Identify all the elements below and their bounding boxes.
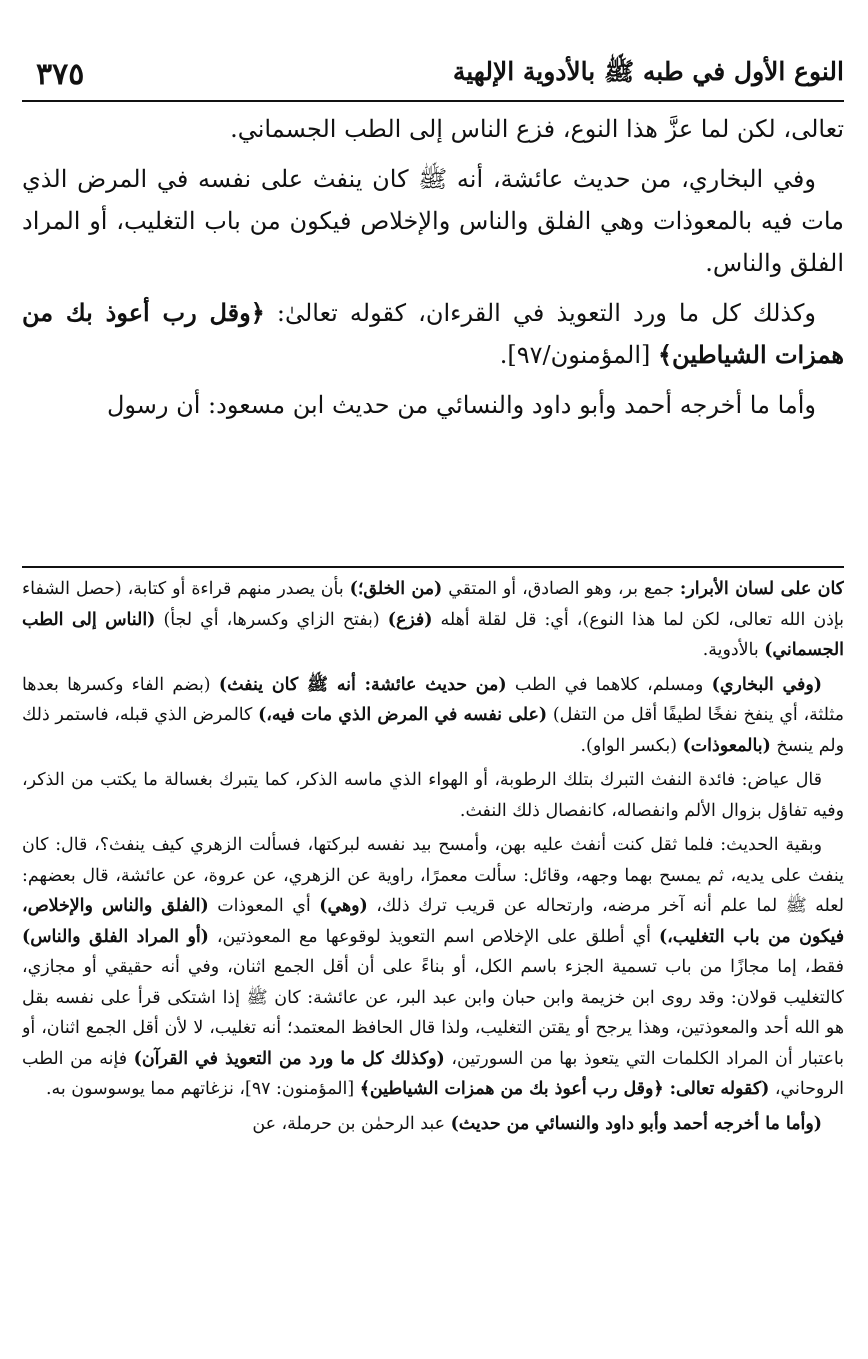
main-paragraph-3 (22, 292, 844, 376)
lemma: كان على لسان الأبرار: (679, 579, 844, 599)
footnote-divider (22, 566, 844, 568)
main-paragraph-1: تعالى، لكن لما عزَّ هذا النوع، فزع الناس إلى الطب الجسماني. (230, 115, 844, 143)
running-header (22, 48, 844, 102)
lemma: (وأما ما أخرجه أحمد وأبو داود والنسائي من حديث) (450, 1113, 822, 1134)
page-number: ٣٧٥ (36, 56, 85, 92)
lemma: (وهي) (319, 896, 368, 916)
gloss: (بكسر الواو). (580, 735, 683, 756)
main-paragraph-2: وفي البخاري، من حديث عائشة، أنه ﷺ كان ينفث على نفسه في المرض الذي مات فيه بالمعوذات وهي الفلق والناس والإخلاص فيكون من باب التغليب، أو المراد الفلق والناس. (22, 165, 844, 277)
lemma: (وفي البخاري) (711, 674, 822, 695)
verse-reference: [المؤمنون/٩٧]. (499, 341, 658, 369)
lemma: (على نفسه في المرض الذي مات فيه،) (258, 705, 548, 725)
gloss: فإنه من الطب الروحاني، (22, 1048, 844, 1099)
gloss: جمع بر، وهو الصادق، أو المتقي (442, 579, 680, 599)
commentary-paragraph-1 (22, 574, 844, 666)
quran-verse: ﴿وقل رب أعوذ بك من همزات الشياطين﴾ (22, 298, 844, 369)
running-title: النوع الأول في طبه ﷺ بالأدوية الإلهية (452, 56, 844, 86)
gloss: عبد الرحمٰن بن حرملة، عن (252, 1113, 451, 1134)
gloss: أي أطلق على الإخلاص اسم التعويذ لوقوعها مع المعوذتين، (208, 926, 659, 947)
gloss: [المؤمنون: ٩٧]، نزغاتهم مما يوسوسون به. (45, 1079, 360, 1099)
gloss: (بفتح الزاي وكسرها، أي لجأ) (155, 609, 388, 630)
gloss: (بضم الفاء وكسرها بعدها مثلثة، أي ينفخ نفخًا لطيفًا أقل من التفل) (22, 674, 844, 725)
commentary-paragraph-4 (22, 830, 844, 1105)
lemma: (من حديث عائشة: أنه ﷺ كان ينفث) (218, 674, 507, 695)
main-paragraph-4: وأما ما أخرجه أحمد وأبو داود والنسائي من حديث ابن مسعود: أن رسول (106, 391, 816, 419)
lemma: (الناس إلى الطب الجسماني) (22, 609, 844, 660)
main-p3-text: وكذلك كل ما ورد التعويذ في القرءان، كقوله تعالىٰ: (264, 299, 816, 327)
lemma: (الفلق والناس والإخلاص، فيكون من باب التغليب،) (22, 896, 844, 947)
book-page (22, 40, 844, 1340)
lemma: (من الخلق؛) (349, 579, 443, 599)
gloss: بالأدوية. (702, 640, 765, 660)
commentary (22, 574, 844, 1143)
commentary-paragraph-2 (22, 670, 844, 762)
gloss: فقط، إما مجازًا من باب تسمية الجزء باسم الكل، أو بناءً على أن أقل الجمع اثنان، وفي أنه حقيقي أو مجازي، كالتغليب قولان: وقد روى ابن خزيمة وابن حبان وابن عبد البر، عن عائشة: كان ﷺ إذا اشتكى قرأ على نفسه بقل هو الله أحد والمعوذتين، وهذا يرجح أو يقتن التغليب، ولذا قال الحافظ المعتمد؛ أنه تغليب، لا لأن أقل الجمع اثنان، أو باعتبار أن المراد الكلمات التي يتعوذ بها من السورتين، (22, 957, 844, 1069)
lemma: (أو المراد الفلق والناس) (22, 926, 209, 947)
main-text (22, 108, 844, 434)
gloss: كالمرض الذي قبله، فاستمر ذلك ولم ينسخ (22, 705, 844, 756)
lemma: (فزع) (387, 609, 433, 630)
lemma: (وكذلك كل ما ورد من التعويذ في القرآن) (133, 1048, 445, 1069)
lemma: (كقوله تعالى: ﴿وقل رب أعوذ بك من همزات الشياطين﴾ (359, 1079, 770, 1099)
gloss: ومسلم، كلاهما في الطب (506, 674, 712, 695)
gloss: بأن يصدر منهم قراءة أو كتابة، (حصل الشفاء بإذن الله تعالى، لكن لما هذا النوع)، أي: قل لقلة أهله (22, 579, 844, 630)
commentary-paragraph-5 (22, 1109, 844, 1140)
commentary-paragraph-3: قال عياض: فائدة النفث التبرك بتلك الرطوبة، أو الهواء الذي ماسه الذكر، كما يتبرك بغسالة ما يكتب من الذكر، وفيه تفاؤل بزوال الألم وانفصاله، كانفصال ذلك النفث. (22, 770, 844, 821)
gloss: وبقية الحديث: فلما ثقل كنت أنفث عليه بهن، وأمسح بيد نفسه لبركتها، فسألت الزهري كيف ينفث؟، قال: كان ينفث على يديه، ثم يمسح بهما وجهه، وقائل: سألت معمرًا، راوية عن الزهري، عن عروة، عن عائشة، قال بعضهم: لعله ﷺ لما علم أنه آخر مرضه، وارتحاله عن قريب ترك ذلك، (22, 835, 844, 916)
lemma: (بالمعوذات) (682, 735, 771, 756)
gloss: أي المعوذات (208, 896, 320, 916)
